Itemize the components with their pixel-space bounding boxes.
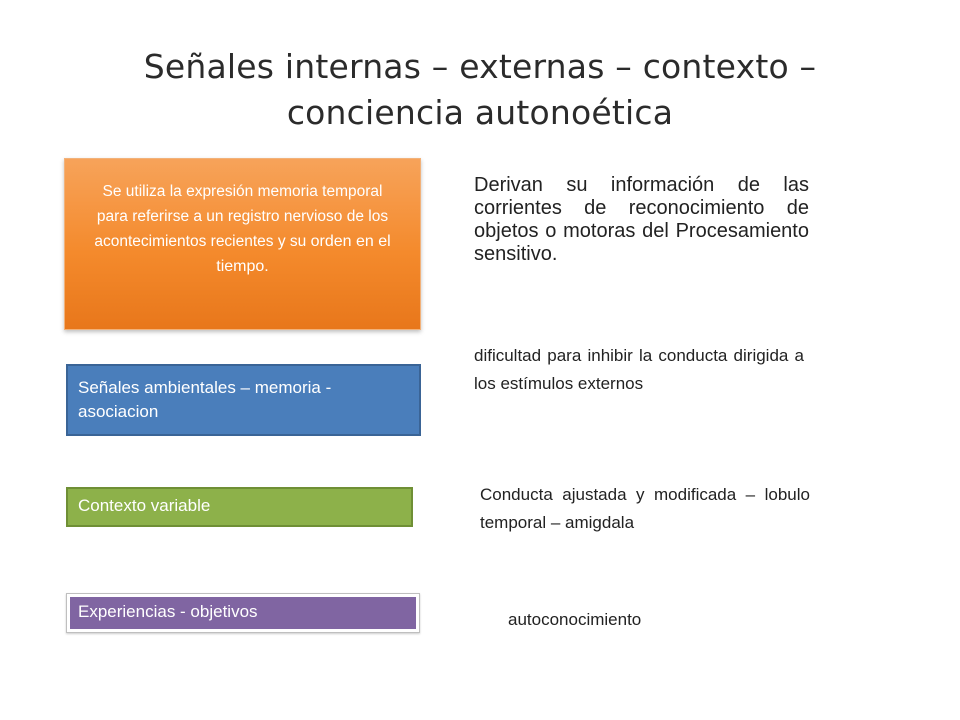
- orange-box-text-end: orden en el tiempo.: [216, 233, 391, 275]
- orange-box-memoria-temporal: [64, 158, 421, 330]
- text-conducta-ajustada: Conducta ajustada y modificada – lobulo temporal – amigdala: [480, 485, 810, 532]
- orange-box-text: Se utiliza la expresión memoria temporal para referirse a un registro nervioso de los acontecimientos recientes y su: [94, 183, 389, 250]
- text-dificultad-inhibir: dificultad para inhibir la conducta dirigida a los estímulos externos: [474, 346, 804, 393]
- text-derivan-informacion: Derivan su información de las corrientes de reconocimiento de objetos o motoras del Procesamiento sensitivo.: [474, 174, 809, 265]
- blue-box-senales-ambientales: Señales ambientales – memoria - asociacion: [66, 364, 421, 436]
- text-autoconocimiento: autoconocimiento: [508, 610, 642, 629]
- slide-title: Señales internas – externas – contexto – conciencia autonoética: [143, 47, 817, 132]
- purple-box-label: Experiencias - objetivos: [70, 597, 416, 629]
- green-box-contexto-variable: Contexto variable: [66, 487, 413, 527]
- purple-box-experiencias: [66, 593, 420, 633]
